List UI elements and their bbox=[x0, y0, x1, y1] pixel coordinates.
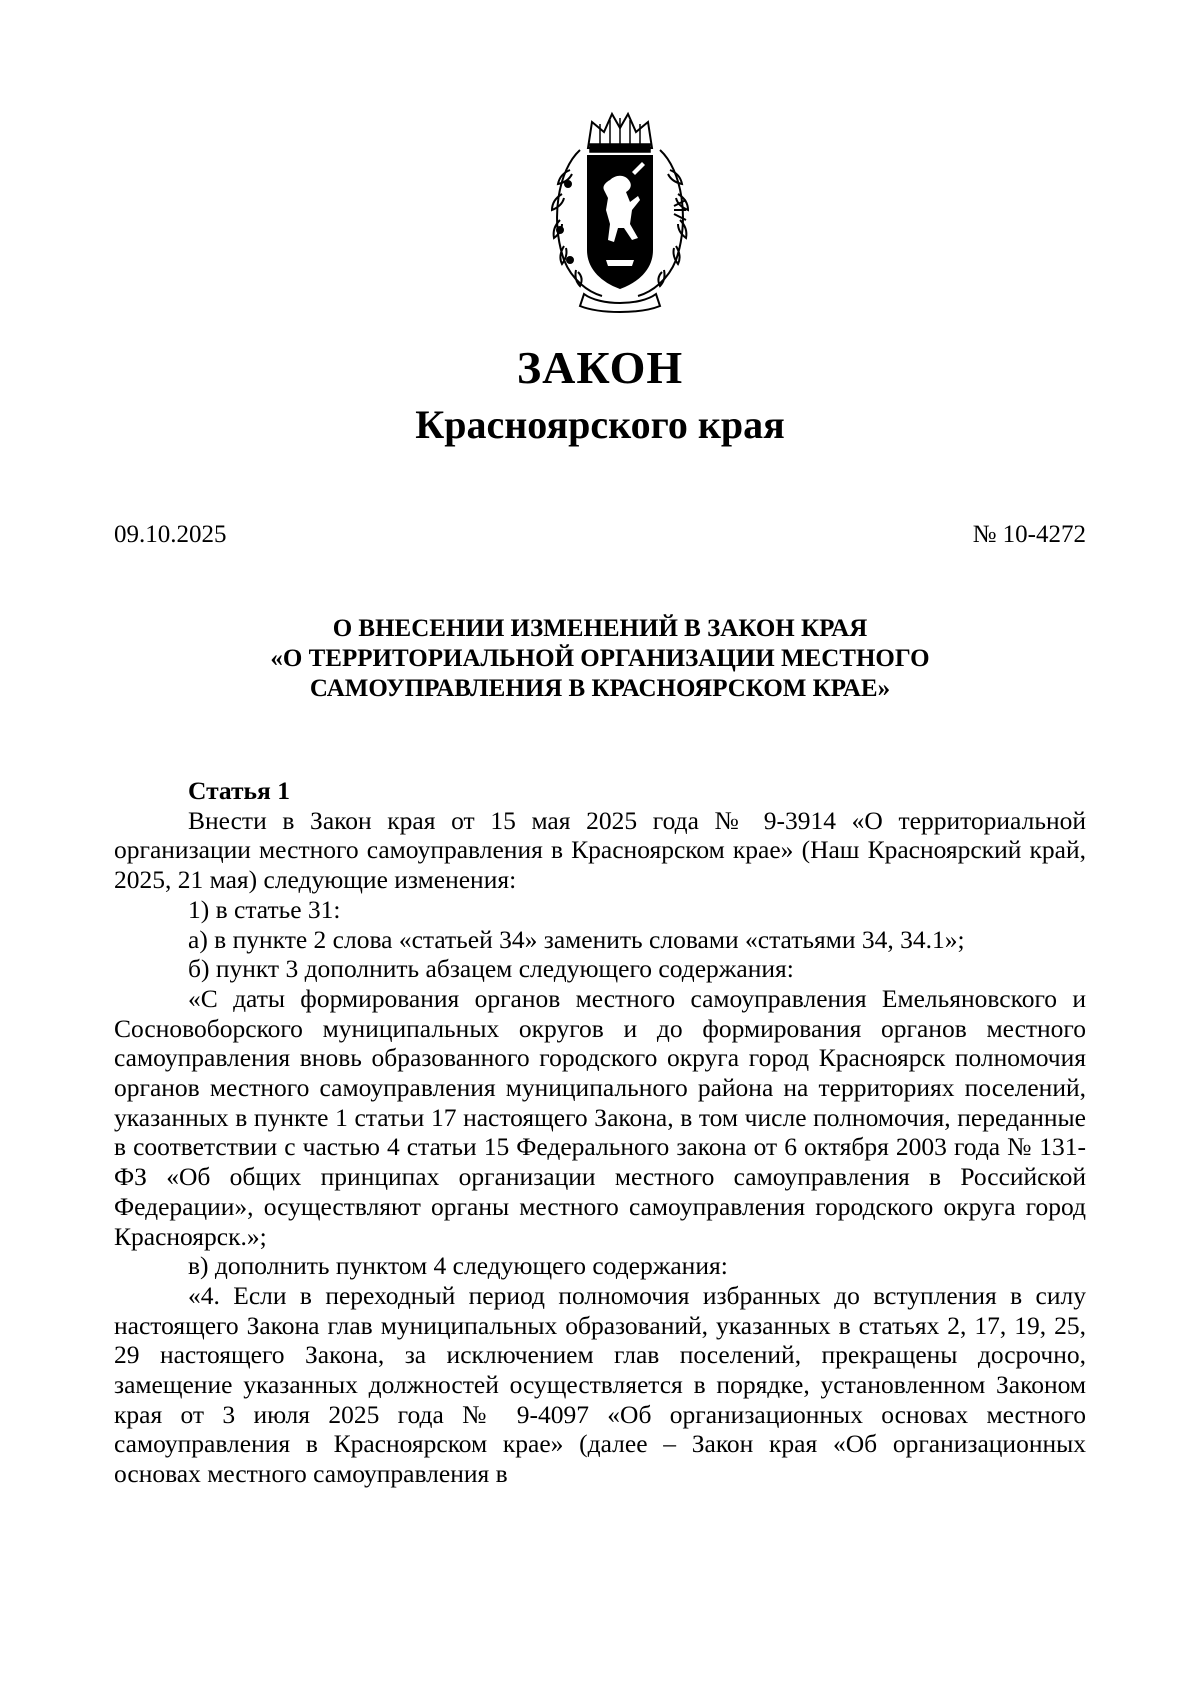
paragraph: а) в пункте 2 слова «статьей 34» заменить словами «статьями 34, 34.1»; bbox=[188, 924, 965, 954]
heading-line: «О ТЕРРИТОРИАЛЬНОЙ ОРГАНИЗАЦИИ МЕСТНОГО bbox=[270, 645, 930, 672]
heading-line: САМОУПРАВЛЕНИЯ В КРАСНОЯРСКОМ КРАЕ» bbox=[309, 675, 891, 702]
coat-of-arms-icon bbox=[540, 110, 700, 315]
crown-icon bbox=[588, 114, 652, 152]
document-number: № 10-4272 bbox=[972, 521, 1086, 548]
document-date: 09.10.2025 bbox=[114, 521, 227, 548]
paragraph: б) пункт 3 дополнить абзацем следующего содержания: bbox=[188, 954, 794, 984]
heading-line: О ВНЕСЕНИИ ИЗМЕНЕНИЙ В ЗАКОН КРАЯ bbox=[332, 615, 868, 642]
ribbon-icon bbox=[580, 294, 660, 312]
article-title: Статья 1 bbox=[188, 776, 290, 805]
paragraph: в) дополнить пунктом 4 следующего содержания: bbox=[188, 1251, 728, 1281]
paragraph: 1) в статье 31: bbox=[188, 894, 341, 924]
law-title: ЗАКОН bbox=[516, 342, 684, 393]
paragraph: Внести в Закон края от 15 мая 2025 года № 9-3914 «О территориальной организации местного самоуправления в Красноярском крае» (Наш Красноярский край, 2025, 21 мая) следующие изменения: bbox=[114, 805, 1086, 895]
paragraph: «С даты формирования органов местного самоуправления Емельяновского и Сосновоборского муниципальных округов и до формирования органов местного самоуправления вновь образованного городского округа город Красноярск полномочия органов местного самоуправления муниципального района на территориях поселений, указанных в пункте 1 статьи 17 настоящего Закона, в том числе полномочия, переданные в соответствии с частью 4 статьи 15 Федерального закона от 6 октября 2003 года № 131-ФЗ «Об общих принципах организации местного самоуправления в Российской Федерации», осуществляют органы местного самоуправления городского округа город Красноярск.»; bbox=[114, 983, 1086, 1251]
paragraph: «4. Если в переходный период полномочия избранных до вступления в силу настоящего Закона глав муниципальных образований, указанных в статьях 2, 17, 19, 25, 29 настоящего Закона, за исключением глав поселений, прекращены досрочно, замещение указанных должностей осуществляется в порядке, установленном Законом края от 3 июля 2025 года № 9-4097 «Об организационных основах местного самоуправления в Красноярском крае» (далее – Закон края «Об организационных основах местного самоуправления в bbox=[114, 1280, 1086, 1489]
law-subtitle: Красноярского края bbox=[415, 402, 785, 447]
law-heading bbox=[114, 614, 1086, 704]
article-body bbox=[114, 776, 1086, 1489]
